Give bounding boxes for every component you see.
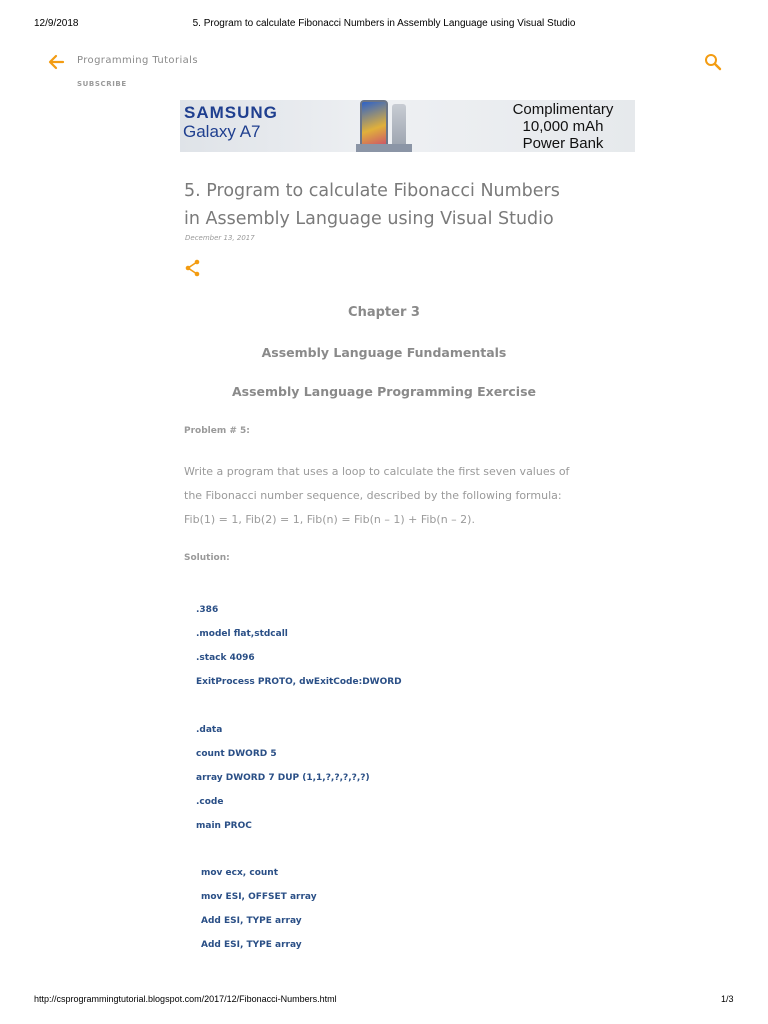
print-footer: [0, 994, 768, 1008]
code-line: .code: [196, 797, 224, 807]
ad-promo-line: 10,000 mAh: [522, 118, 604, 135]
description-line: the Fibonacci number sequence, described by the following formula:: [184, 489, 562, 502]
problem-label: Problem # 5:: [184, 426, 250, 436]
post-title: [184, 177, 604, 233]
ad-promo: [498, 101, 628, 152]
page-url: http://csprogrammingtutorial.blogspot.com/2017/12/Fibonacci-Numbers.html: [34, 994, 337, 1004]
ad-promo-line: Complimentary: [512, 101, 614, 118]
code-line: .stack 4096: [196, 653, 255, 663]
description-line: Fib(1) = 1, Fib(2) = 1, Fib(n) = Fib(n – 1) + Fib(n – 2).: [184, 513, 475, 526]
code-line: .data: [196, 725, 223, 735]
solution-label: Solution:: [184, 553, 230, 563]
back-button[interactable]: [46, 52, 68, 72]
code-line: ExitProcess PROTO, dwExitCode:DWORD: [196, 677, 402, 687]
exercise-heading: Assembly Language Programming Exercise: [232, 384, 536, 399]
phone-stand: [356, 144, 412, 152]
search-icon: [703, 52, 723, 72]
code-line: mov ESI, OFFSET array: [201, 892, 317, 902]
problem-description: [184, 460, 594, 532]
share-button[interactable]: [184, 258, 202, 278]
ad-model: Galaxy A7: [183, 122, 261, 141]
code-line: .model flat,stdcall: [196, 629, 288, 639]
print-date: 12/9/2018: [34, 18, 79, 29]
share-icon: [184, 258, 202, 278]
page-number: 1/3: [721, 994, 734, 1004]
search-button[interactable]: [703, 52, 723, 72]
code-line: array DWORD 7 DUP (1,1,?,?,?,?,?): [196, 773, 370, 783]
section-heading: Assembly Language Fundamentals: [261, 345, 507, 360]
print-title: 5. Program to calculate Fibonacci Numbers in Assembly Language using Visual Studio: [192, 18, 576, 29]
code-line: .386: [196, 605, 219, 615]
ad-promo-line: Power Bank: [522, 135, 604, 152]
print-header: [0, 18, 768, 32]
code-line: main PROC: [196, 821, 252, 831]
ad-brand: SAMSUNG: [184, 103, 278, 122]
code-line: mov ecx, count: [201, 868, 278, 878]
post-title-line: in Assembly Language using Visual Studio: [184, 209, 554, 229]
description-line: Write a program that uses a loop to calculate the first seven values of: [184, 465, 570, 478]
post-title-line: 5. Program to calculate Fibonacci Numbers: [184, 181, 560, 201]
subscribe-link[interactable]: SUBSCRIBE: [77, 80, 127, 88]
blog-name[interactable]: Programming Tutorials: [77, 55, 198, 66]
code-line: count DWORD 5: [196, 749, 277, 759]
samsung-ad-banner[interactable]: [180, 100, 635, 152]
code-line: Add ESI, TYPE array: [201, 940, 302, 950]
post-date: December 13, 2017: [185, 234, 255, 242]
blog-topbar: [0, 50, 768, 74]
chapter-heading: Chapter 3: [348, 305, 420, 320]
code-line: Add ESI, TYPE array: [201, 916, 302, 926]
arrow-left-icon: [46, 52, 68, 72]
